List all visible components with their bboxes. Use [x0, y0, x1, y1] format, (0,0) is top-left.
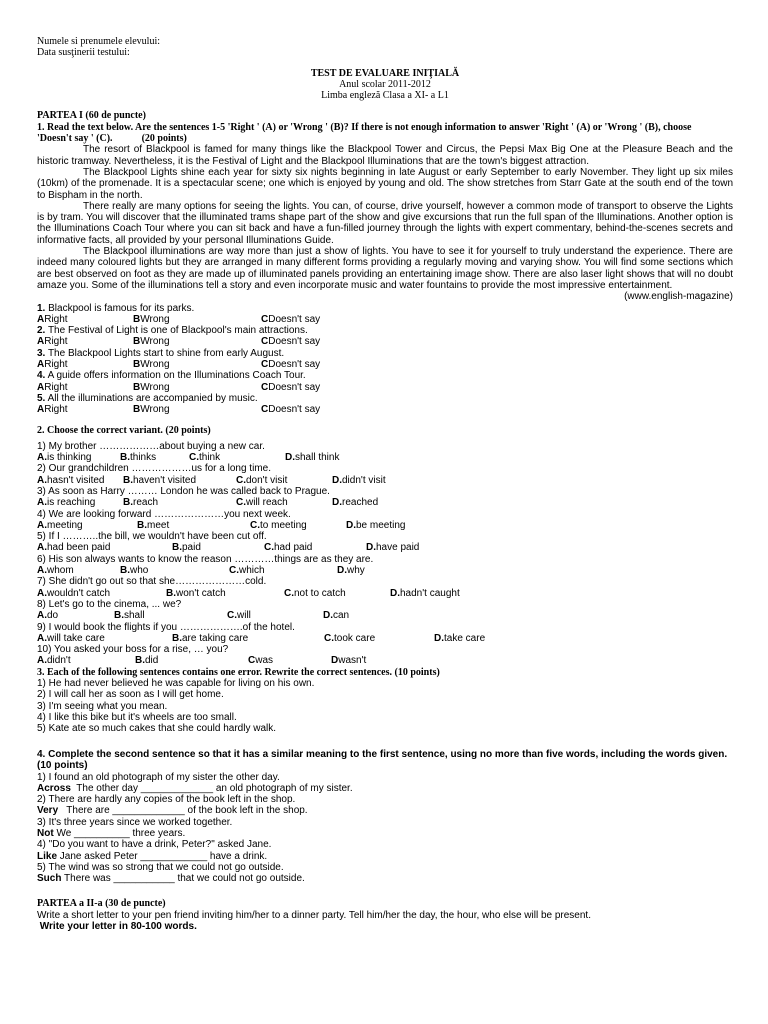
- ex2-option[interactable]: [236, 497, 332, 508]
- option-text: whom: [47, 565, 74, 577]
- ex1-answer-options: [37, 382, 733, 393]
- option-text: who: [130, 565, 149, 577]
- ex2-option[interactable]: [390, 588, 460, 599]
- option-letter: C.: [227, 610, 237, 622]
- option-text: Wrong: [140, 313, 170, 325]
- ex2-option[interactable]: [123, 475, 236, 486]
- option-text: hasn't visited: [47, 474, 105, 486]
- option-text: Wrong: [140, 381, 170, 393]
- ex1-answer-options: [37, 359, 733, 370]
- option-text: shall think: [295, 452, 340, 464]
- ex2-question: 5) If I ………..the bill, we wouldn't have been cut off.: [37, 531, 267, 543]
- option-text: will reach: [246, 497, 288, 509]
- ex1-question: [37, 393, 733, 404]
- option-text: Right: [44, 359, 68, 371]
- option-text: do: [47, 610, 59, 622]
- option-letter: D.: [285, 452, 295, 464]
- keyword: Like: [37, 850, 58, 862]
- question-text: Blackpool is famous for its parks.: [45, 302, 195, 314]
- ex2-option[interactable]: [227, 610, 323, 621]
- rewrite-text: There are _____________ of the book left in the shop.: [58, 805, 308, 817]
- ex2-options: [37, 610, 733, 621]
- ex3-sentence: 5) Kate ate so much cakes that she could hardly walk.: [37, 723, 277, 735]
- option-text: is reaching: [47, 497, 96, 509]
- option-text: Wrong: [140, 404, 170, 416]
- ex2-option[interactable]: [37, 497, 123, 508]
- option-text: Doesn't say: [268, 359, 321, 371]
- school-year: Anul scolar 2011-2012: [339, 78, 431, 90]
- ex2-option[interactable]: [114, 610, 227, 621]
- ex2-option[interactable]: [346, 520, 405, 531]
- option-wrong[interactable]: [133, 336, 261, 347]
- ex3-sentence: 1) He had never believed he was capable for living on his own.: [37, 678, 315, 690]
- ex2-question: 2) Our grandchildren ………………us for a long time.: [37, 463, 271, 475]
- option-letter: D.: [337, 565, 347, 577]
- ex2-options: [37, 542, 733, 553]
- student-name-label: Numele si prenumele elevului:: [37, 36, 161, 47]
- option-letter: C: [261, 336, 269, 348]
- option-text: hadn't caught: [400, 587, 460, 599]
- ex2-option[interactable]: [37, 655, 135, 666]
- option-text: is thinking: [47, 452, 92, 464]
- ex1-instruction: 1. Read the text below. Are the sentences 1-5 'Right ' (A) or 'Wrong ' (B)? If there is not enough information to answer 'Right ' (A) or 'Wrong ' (B), choose: [37, 121, 692, 133]
- option-letter: D.: [434, 632, 444, 644]
- ex4-original-sentence: 3) It's three years since we worked together.: [37, 816, 233, 828]
- ex3-items: [37, 678, 733, 734]
- option-right[interactable]: [37, 314, 133, 325]
- text-source: (www.english-magazine): [624, 291, 733, 303]
- option-letter: A.: [37, 497, 47, 509]
- option-text: did: [145, 655, 159, 667]
- ex2-option[interactable]: [284, 588, 390, 599]
- keyword: Not: [37, 828, 54, 839]
- option-text: Right: [44, 336, 68, 348]
- option-letter: A: [37, 381, 45, 393]
- ex1-questions: [37, 303, 733, 416]
- option-text: paid: [182, 542, 201, 554]
- ex2-option[interactable]: [37, 588, 166, 599]
- option-text: be meeting: [356, 519, 406, 531]
- ex4-original-sentence: 1) I found an old photograph of my sister the other day.: [37, 771, 280, 783]
- question-number: 3.: [37, 347, 46, 359]
- option-letter: B.: [172, 632, 182, 644]
- question-number: 5.: [37, 392, 46, 404]
- ex2-heading: 2. Choose the correct variant. (20 points): [37, 424, 211, 436]
- option-text: Right: [44, 313, 68, 325]
- option-text: which: [239, 565, 265, 577]
- option-letter: B.: [123, 474, 133, 486]
- ex2-options: [37, 588, 733, 599]
- ex2-options: [37, 452, 733, 463]
- ex3-sentence: 2) I will call her as soon as I will get home.: [37, 689, 224, 701]
- ex4-heading: 4. Complete the second sentence so that it has a similar meaning to the first sentence, using no more than five words, including the words given. (10 points): [37, 748, 728, 772]
- option-letter: C.: [236, 474, 246, 486]
- keyword: Such: [37, 873, 62, 885]
- ex3-sentence: 3) I'm seeing what you mean.: [37, 700, 168, 712]
- test-title: TEST DE EVALUARE INIŢIALĂ: [310, 67, 460, 79]
- option-text: didn't: [47, 655, 71, 667]
- question-text: All the illuminations are accompanied by music.: [45, 392, 258, 404]
- option-text: are taking care: [182, 632, 249, 644]
- ex2-options: [37, 565, 733, 576]
- option-wrong[interactable]: [133, 359, 261, 370]
- option-text: Doesn't say: [268, 381, 321, 393]
- option-letter: A: [37, 359, 45, 371]
- option-letter: A: [37, 336, 45, 348]
- option-letter: A.: [37, 610, 47, 622]
- option-letter: D.: [390, 587, 400, 599]
- ex2-option[interactable]: [285, 452, 339, 463]
- ex2-option[interactable]: [37, 452, 120, 463]
- ex4-rewrite-line[interactable]: [37, 873, 733, 884]
- ex2-option[interactable]: [166, 588, 284, 599]
- option-text: thinks: [130, 452, 157, 464]
- subject-line: Limba engleză Clasa a XI- a L1: [321, 90, 449, 102]
- option-letter: B: [133, 336, 141, 348]
- option-letter: B.: [114, 610, 124, 622]
- option-wrong[interactable]: [133, 382, 261, 393]
- option-doesnt-say[interactable]: [261, 314, 320, 325]
- option-letter: B.: [123, 497, 133, 509]
- ex2-option[interactable]: [332, 475, 386, 486]
- ex2-option[interactable]: [37, 610, 114, 621]
- option-letter: A.: [37, 542, 47, 554]
- ex4-rewrite-line[interactable]: [37, 805, 733, 816]
- option-text: will: [237, 610, 251, 622]
- option-text: don't visit: [246, 474, 288, 486]
- test-page: [37, 36, 733, 932]
- ex2-option[interactable]: [172, 633, 324, 644]
- ex2-question: 8) Let's go to the cinema, ... we?: [37, 598, 182, 610]
- option-wrong[interactable]: [133, 404, 261, 415]
- option-letter: C.: [264, 542, 274, 554]
- option-letter: C.: [229, 565, 239, 577]
- option-text: wouldn't catch: [47, 587, 111, 599]
- option-right[interactable]: [37, 382, 133, 393]
- ex2-question: 7) She didn't go out so that she…………………cold.: [37, 576, 267, 588]
- ex1-instruction-cont: [37, 133, 733, 144]
- option-letter: B.: [137, 519, 147, 531]
- ex1-answer-options: [37, 404, 733, 415]
- ex4-rewrite-line[interactable]: [37, 828, 733, 839]
- option-letter: B.: [120, 452, 130, 464]
- question-text: A guide offers information on the Illuminations Coach Tour.: [45, 370, 306, 382]
- option-letter: C.: [250, 519, 260, 531]
- option-text: reach: [133, 497, 159, 509]
- option-wrong[interactable]: [133, 314, 261, 325]
- rewrite-text: There was ___________ that we could not go outside.: [61, 873, 305, 885]
- option-letter: C: [261, 381, 269, 393]
- ex2-option[interactable]: [264, 542, 366, 553]
- option-text: meet: [147, 519, 170, 531]
- option-letter: A.: [37, 565, 47, 577]
- ex2-option[interactable]: [120, 565, 229, 576]
- ex2-option[interactable]: [337, 565, 365, 576]
- ex2-option[interactable]: [120, 452, 189, 463]
- option-doesnt-say[interactable]: [261, 336, 320, 347]
- option-letter: C: [261, 404, 269, 416]
- option-letter: B: [133, 359, 141, 371]
- part2-task: Write a short letter to your pen friend inviting him/her to a dinner party. Tell him/her the day, the hour, who else will be present.: [37, 909, 591, 921]
- option-text: haven't visited: [133, 474, 197, 486]
- option-letter: A.: [37, 587, 47, 599]
- rewrite-text: Jane asked Peter ____________ have a drink.: [57, 850, 268, 862]
- option-letter: B.: [166, 587, 176, 599]
- ex2-option[interactable]: [248, 655, 331, 666]
- option-letter: C: [261, 359, 269, 371]
- option-letter: B.: [135, 655, 145, 667]
- option-letter: A: [37, 313, 45, 325]
- ex1-answer-options: [37, 314, 733, 325]
- ex2-option[interactable]: [323, 610, 349, 621]
- ex1-answer-options: [37, 336, 733, 347]
- ex2-option[interactable]: [331, 655, 366, 666]
- ex1-question: [37, 348, 733, 359]
- ex1-points: (20 points): [141, 133, 187, 145]
- ex2-question: 1) My brother ………………about buying a new car.: [37, 440, 265, 452]
- option-text: was: [255, 655, 274, 667]
- ex2-option[interactable]: [434, 633, 485, 644]
- ex2-options: [37, 633, 733, 644]
- ex2-question: 10) You asked your boss for a rise, … you?: [37, 644, 229, 656]
- option-doesnt-say[interactable]: [261, 359, 320, 370]
- ex4-rewrite-line[interactable]: [37, 851, 733, 862]
- option-letter: B.: [120, 565, 130, 577]
- option-text: Right: [44, 381, 68, 393]
- option-letter: D.: [332, 497, 342, 509]
- option-text: Wrong: [140, 336, 170, 348]
- ex2-option[interactable]: [189, 452, 285, 463]
- option-letter: D.: [323, 610, 333, 622]
- rewrite-text: The other day _____________ an old photograph of my sister.: [70, 782, 353, 794]
- option-letter: D: [331, 655, 339, 667]
- option-text: take care: [444, 632, 486, 644]
- option-letter: C.: [284, 587, 294, 599]
- option-text: took care: [334, 632, 376, 644]
- ex2-option[interactable]: [123, 497, 236, 508]
- option-text: had been paid: [47, 542, 111, 554]
- ex2-options: [37, 497, 733, 508]
- question-text: The Festival of Light is one of Blackpool's main attractions.: [45, 325, 308, 337]
- ex2-option[interactable]: [250, 520, 346, 531]
- ex4-original-sentence: 4) "Do you want to have a drink, Peter?" asked Jane.: [37, 839, 272, 851]
- part2-heading: PARTEA a II-a (30 de puncte): [37, 898, 166, 910]
- option-text: shall: [124, 610, 145, 622]
- reading-paragraph-2: The Blackpool Lights shine each year for sixty six nights beginning in late August or early September to early November. They light up six miles (10km) of the promenade. It is a spectacular scene; one which is enjoyed by young and old. The show stretches from Starr Gate at the south end of the town to Bispham in the north.: [37, 166, 733, 201]
- option-letter: B: [133, 313, 141, 325]
- option-letter: B.: [172, 542, 182, 554]
- reading-paragraph-4: The Blackpool illuminations are way more than just a show of lights. You have to see it for yourself to truly understand the experience. There are indeed many coloured lights but they are arranged in many different forms providing a regularly moving and varying show. You will find some sections which are best observed on foot as they are made up of illuminated panels providing an entertaining image show. There are also laser light shows that will no doubt amaze you. Some of the illuminations tell a story and even incorporate music and water fountains to provide the most impressive entertainment.: [37, 246, 733, 291]
- option-text: meeting: [47, 519, 83, 531]
- option-letter: C.: [324, 632, 334, 644]
- ex4-original-sentence: 5) The wind was so strong that we could not go outside.: [37, 861, 284, 873]
- option-right[interactable]: [37, 336, 133, 347]
- option-text: Wrong: [140, 359, 170, 371]
- option-letter: A.: [37, 452, 47, 464]
- option-letter: D.: [332, 474, 342, 486]
- test-date-label: Data susţinerii testului:: [37, 47, 130, 59]
- option-text: think: [199, 452, 221, 464]
- ex2-options: [37, 520, 733, 531]
- option-letter: B: [133, 381, 141, 393]
- option-doesnt-say[interactable]: [261, 404, 320, 415]
- option-text: can: [333, 610, 350, 622]
- ex2-items: [37, 441, 733, 667]
- question-number: 4.: [37, 370, 46, 382]
- option-text: Right: [44, 404, 68, 416]
- ex3-sentence: 4) I like this bike but it's wheels are too small.: [37, 711, 237, 723]
- option-text: have paid: [376, 542, 420, 554]
- ex2-question: 4) We are looking forward …………………you next week.: [37, 508, 291, 520]
- ex4-original-sentence: 2) There are hardly any copies of the book left in the shop.: [37, 794, 296, 806]
- option-text: to meeting: [260, 519, 307, 531]
- reading-paragraph-3: There really are many options for seeing the lights. You can, of course, drive yourself, however a common mode of transport to observe the Lights is by tram. You will discover that the illuminated trams shape part of the show and give excursions that run the full span of the Illuminations. Another option is the Illuminations Coach Tour where you can sit back and have a fun-filled journey through the lights with expert commentary, behind-the-scenes secrets and informative facts, all provided by your personal Illuminations Guide.: [37, 200, 733, 246]
- question-text: The Blackpool Lights start to shine from early August.: [45, 347, 285, 359]
- option-letter: C: [248, 655, 256, 667]
- ex1-question: [37, 325, 733, 336]
- option-right[interactable]: [37, 404, 133, 415]
- ex2-option[interactable]: [37, 475, 123, 486]
- rewrite-text: We __________ three years.: [53, 828, 186, 839]
- ex4-items: [37, 772, 733, 885]
- option-letter: D.: [346, 519, 356, 531]
- option-letter: A.: [37, 655, 47, 667]
- ex2-options: [37, 655, 733, 666]
- option-letter: C.: [236, 497, 246, 509]
- option-right[interactable]: [37, 359, 133, 370]
- question-number: 2.: [37, 325, 46, 337]
- option-text: Doesn't say: [268, 336, 321, 348]
- ex1-question: [37, 303, 733, 314]
- option-letter: C.: [189, 452, 199, 464]
- ex2-option[interactable]: [137, 520, 250, 531]
- ex1-question: [37, 370, 733, 381]
- keyword: Across: [37, 782, 71, 794]
- option-letter: C: [261, 313, 269, 325]
- option-text: Doesn't say: [268, 404, 321, 416]
- option-text: won't catch: [176, 587, 226, 599]
- ex2-option[interactable]: [37, 565, 120, 576]
- ex2-option[interactable]: [366, 542, 419, 553]
- ex2-option[interactable]: [324, 633, 434, 644]
- part1-heading: PARTEA I (60 de puncte): [37, 110, 146, 122]
- ex2-option[interactable]: [37, 520, 137, 531]
- option-text: will take care: [47, 632, 105, 644]
- ex2-option[interactable]: [236, 475, 332, 486]
- ex2-question: 9) I would book the flights if you ……………….of the hotel.: [37, 621, 295, 633]
- option-letter: B: [133, 404, 141, 416]
- question-number: 1.: [37, 302, 46, 314]
- option-letter: D.: [366, 542, 376, 554]
- ex4-rewrite-line[interactable]: [37, 783, 733, 794]
- option-letter: A: [37, 404, 45, 416]
- ex2-option[interactable]: [332, 497, 378, 508]
- reading-paragraph-1: The resort of Blackpool is famed for many things like the Blackpool Tower and Circus, the Pepsi Max Big One at the Pleasure Beach and the historic tramway. Nevertheless, it is the Festival of Light and the Blackpool Illuminations that are the town's biggest attraction.: [37, 144, 733, 167]
- option-text: didn't visit: [342, 474, 386, 486]
- option-text: Doesn't say: [268, 313, 321, 325]
- option-letter: A.: [37, 474, 47, 486]
- keyword: Very: [37, 805, 59, 817]
- option-text: wasn't: [338, 655, 367, 667]
- part2-task-length: Write your letter in 80-100 words.: [37, 921, 197, 933]
- ex2-question: 3) As soon as Harry ……… London he was called back to Prague.: [37, 485, 330, 497]
- ex2-question: 6) His son always wants to know the reason …………things are as they are.: [37, 553, 374, 565]
- ex3-heading: 3. Each of the following sentences contains one error. Rewrite the correct sentences. (10 points): [37, 666, 440, 678]
- option-doesnt-say[interactable]: [261, 382, 320, 393]
- option-text: not to catch: [294, 587, 346, 599]
- option-text: reached: [342, 497, 379, 509]
- option-text: had paid: [274, 542, 313, 554]
- ex2-option[interactable]: [37, 633, 172, 644]
- option-letter: A.: [37, 632, 47, 644]
- ex2-option[interactable]: [135, 655, 248, 666]
- ex2-options: [37, 475, 733, 486]
- ex1-instruction-doesnt-say: 'Doesn't say ' (C).: [37, 133, 113, 145]
- option-letter: A.: [37, 519, 47, 531]
- ex2-option[interactable]: [37, 542, 172, 553]
- ex2-option[interactable]: [172, 542, 264, 553]
- ex2-option[interactable]: [229, 565, 337, 576]
- option-text: why: [347, 565, 365, 577]
